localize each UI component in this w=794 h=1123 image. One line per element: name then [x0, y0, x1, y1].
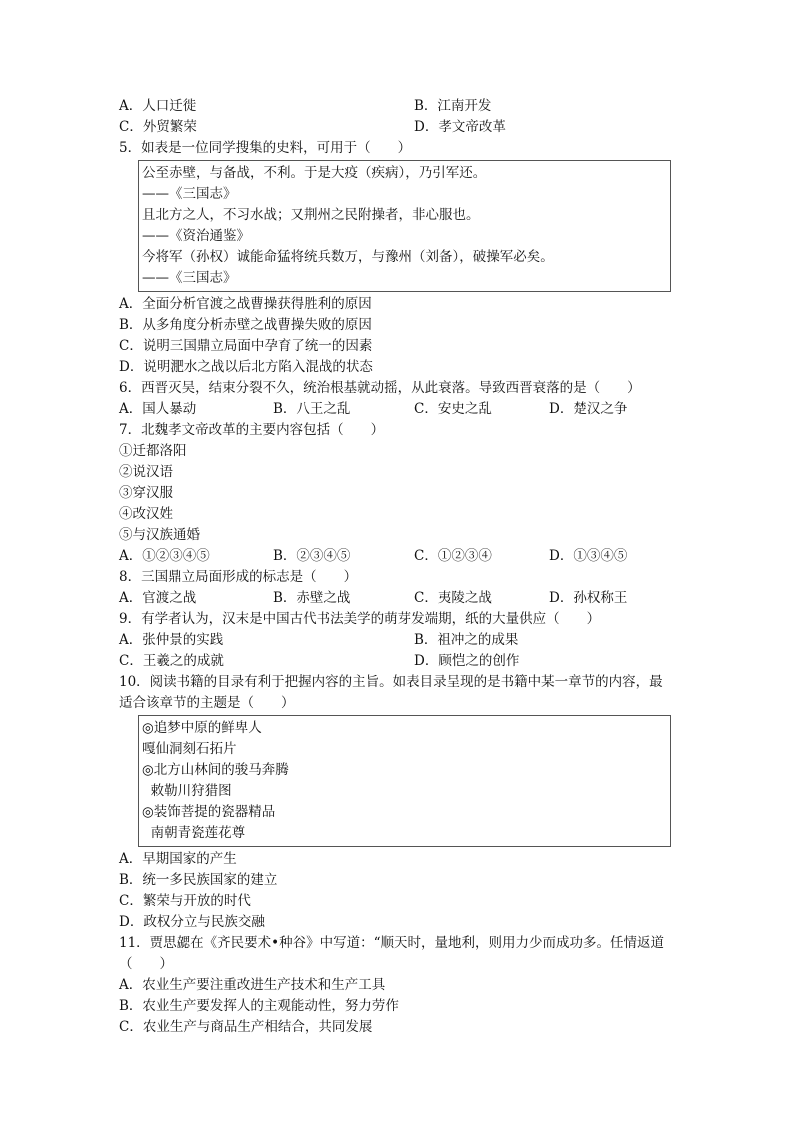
q11-option-c: C．农业生产与商品生产相结合，共同发展: [119, 1019, 373, 1035]
q6-option-a: A．国人暴动: [119, 401, 197, 417]
q11-option-a: A．农业生产要注重改进生产技术和生产工具: [119, 977, 386, 993]
q9-options-row-2: [119, 651, 671, 672]
q10-contents-table: [138, 715, 671, 847]
q5-source-table: [138, 160, 671, 292]
q7-option-c: C．①②③④: [414, 548, 492, 564]
q5-option-b: B．从多角度分析赤壁之战曹操失败的原因: [119, 317, 372, 333]
q5-stem: 5．如表是一位同学搜集的史料，可用于（ ）: [119, 140, 412, 156]
q6-option-b: B．八王之乱: [273, 401, 351, 417]
q10-option-a: A．早期国家的产生: [119, 851, 237, 867]
q10-option-b: B．统一多民族国家的建立: [119, 872, 278, 888]
q5-source-citation: ——《三国志》: [142, 186, 237, 202]
q7-item: ③穿汉服: [119, 485, 173, 501]
q6-option-c: C．安史之乱: [414, 401, 492, 417]
q4-options-row-1: [119, 96, 671, 117]
q11-stem-line-2: （ ）: [119, 956, 173, 972]
q4-option-d: D．孝文帝改革: [414, 119, 506, 135]
q5-source-line: 且北方之人，不习水战；又荆州之民附操者，非心服也。: [142, 207, 480, 223]
q6-options: [119, 399, 671, 420]
q7-option-b: B．②③④⑤: [273, 548, 351, 564]
q8-option-b: B．赤壁之战: [273, 590, 351, 606]
q7-item: ①迁都洛阳: [119, 443, 187, 459]
q7-item: ⑤与汉族通婚: [119, 527, 200, 543]
q10-option-d: D．政权分立与民族交融: [119, 914, 265, 930]
q8-option-a: A．官渡之战: [119, 590, 197, 606]
q4-options-row-2: [119, 117, 671, 138]
q9-option-a: A．张仲景的实践: [119, 632, 224, 648]
exam-page: [119, 96, 671, 1038]
q5-option-d: D．说明淝水之战以后北方陷入混战的状态: [119, 359, 373, 375]
q10-stem-line-2: 适合该章节的主题是（ ）: [119, 695, 295, 711]
q10-contents-heading: ◎北方山林间的骏马奔腾: [142, 762, 289, 778]
q5-option-c: C．说明三国鼎立局面中孕育了统一的因素: [119, 338, 373, 354]
q9-option-c: C．王羲之的成就: [119, 653, 224, 669]
q8-stem: 8．三国鼎立局面形成的标志是（ ）: [119, 569, 358, 585]
q11-option-b: B．农业生产要发挥人的主观能动性，努力劳作: [119, 998, 399, 1014]
q6-option-d: D．楚汉之争: [549, 401, 628, 417]
q5-option-a: A．全面分析官渡之战曹操获得胜利的原因: [119, 296, 372, 312]
q5-source-line: 公至赤壁，与备战，不利。于是大疫（疾病），乃引军还。: [142, 165, 487, 181]
q4-option-c: C．外贸繁荣: [119, 119, 197, 135]
q11-stem-line-1: 11．贾思勰在《齐民要术•种谷》中写道：“顺天时，量地利，则用力少而成功多。任情返道: [119, 935, 665, 951]
q10-contents-item: 南朝青瓷莲花尊: [142, 825, 246, 841]
q8-option-d: D．孙权称王: [549, 590, 628, 606]
q9-stem: 9．有学者认为，汉末是中国古代书法美学的萌芽发端期，纸的大量供应（ ）: [119, 611, 601, 627]
q9-option-b: B．祖冲之的成果: [414, 632, 519, 648]
q10-contents-heading: ◎追梦中原的鲜卑人: [142, 720, 262, 736]
q9-options-row-1: [119, 630, 671, 651]
q8-options: [119, 588, 671, 609]
q7-item: ②说汉语: [119, 464, 173, 480]
q7-option-a: A．①②③④⑤: [119, 548, 210, 564]
q7-stem: 7．北魏孝文帝改革的主要内容包括（ ）: [119, 422, 385, 438]
q5-source-citation: ——《三国志》: [142, 270, 237, 286]
q8-option-c: C．夷陵之战: [414, 590, 492, 606]
q7-options: [119, 546, 671, 567]
q7-option-d: D．①③④⑤: [549, 548, 628, 564]
q5-source-line: 今将军（孙权）诚能命猛将统兵数万，与豫州（刘备），破操军必矣。: [142, 249, 554, 265]
q4-option-a: A．人口迁徙: [119, 98, 197, 114]
q10-contents-heading: ◎装饰菩提的瓷器精品: [142, 804, 276, 820]
q10-stem-line-1: 10．阅读书籍的目录有利于把握内容的主旨。如表目录呈现的是书籍中某一章节的内容，最: [119, 674, 663, 690]
q7-item: ④改汉姓: [119, 506, 173, 522]
q10-contents-item: 嘎仙洞刻石拓片: [142, 741, 237, 757]
q10-contents-item: 敕勒川狩猎图: [142, 783, 232, 799]
q6-stem: 6．西晋灭吴，结束分裂不久，统治根基就动摇，从此衰落。导致西晋衰落的是（ ）: [119, 380, 641, 396]
q10-option-c: C．繁荣与开放的时代: [119, 893, 251, 909]
q5-source-citation: ——《资治通鉴》: [142, 228, 250, 244]
q4-option-b: B．江南开发: [414, 98, 492, 114]
q9-option-d: D．顾恺之的创作: [414, 653, 520, 669]
